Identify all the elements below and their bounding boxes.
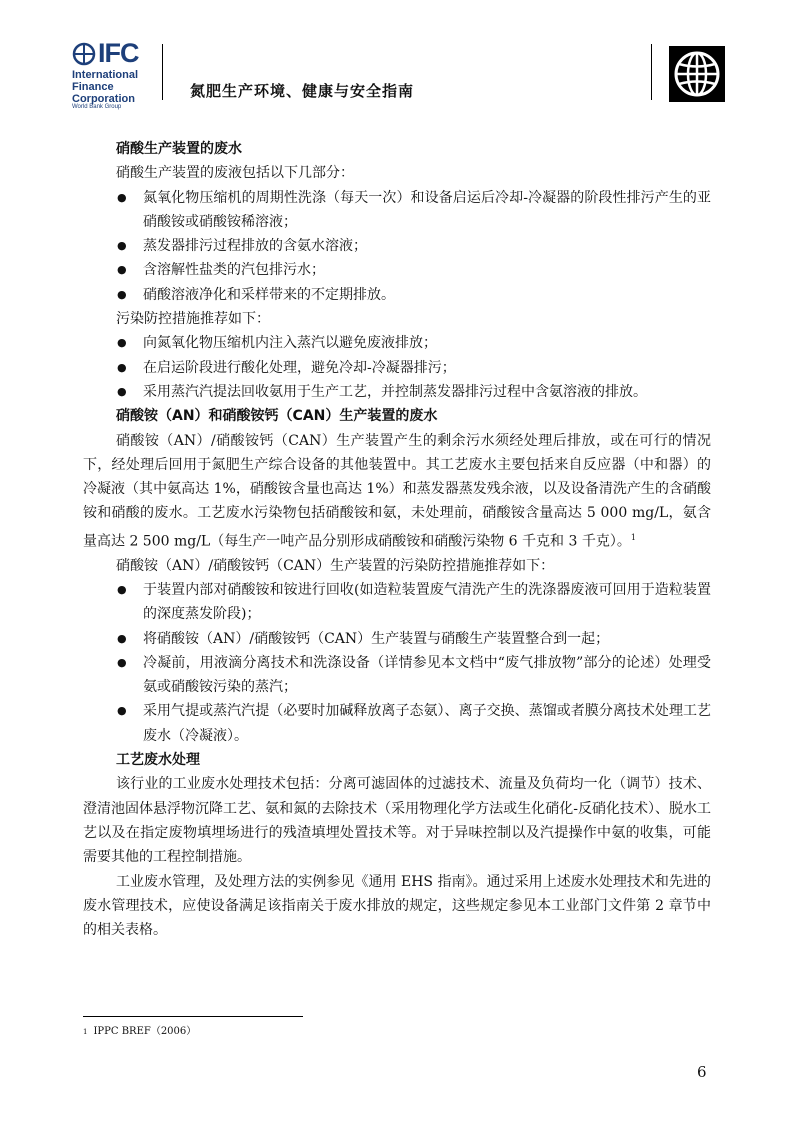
treatment-paragraph-1: 该行业的工业废水处理技术包括：分离可滤固体的过滤技术、流量及负荷均一化（调节）技术、澄清池固体悬浮物沉降工艺、氨和氮的去除技术（采用物理化学方法或生化硝化-反硝化技术）、脱水工艺以及在指定废物填埋场进行的残渣填埋处置技术等。对于异味控制以及汽提操作中氨的收集，可能需要其他的工程控制措施。 <box>83 776 711 866</box>
nitric-measure-3: ● 采用蒸汽汽提法回收氨用于生产工艺，并控制蒸发器排污过程中含氨溶液的排放。 <box>83 380 711 404</box>
main-content <box>83 137 711 942</box>
an-paragraph: 硝酸铵（AN）/硝酸铵钙（CAN）生产装置产生的剩余污水须经处理后排放，或在可行的情况下，经处理后回用于氮肥生产综合设备的其他装置中。其工艺废水主要包括来自反应器（中和器）的冷凝液（其中氨高达 1%，硝酸铵含量也高达 1%）和蒸发器蒸发残余液，以及设备清洗产生的含硝酸铵和硝酸的废水。工艺废水污染物包括硝酸铵和氨，未处理前，硝酸铵含量高达 5 000 mg/L，氨含量高达 2 500 mg/L（每生产一吨产品分别形成硝酸铵和硝酸污染物 6 千克和 3 千克）。$^1$ <box>83 432 711 550</box>
nitric-bullet-1: ● 氮氧化物压缩机的周期性洗涤（每天一次）和设备启运后冷却-冷凝器的阶段性排污产生的亚硝酸铵或硝酸铵稀溶液； <box>83 186 711 235</box>
header-divider-right <box>651 44 652 100</box>
bullet-icon: ● <box>117 287 127 301</box>
footnote <box>83 1025 196 1039</box>
world-bank-globe-icon <box>669 46 725 102</box>
section-heading-nitric: 硝酸生产装置的废水 <box>116 141 242 157</box>
an-measures-intro: 硝酸铵（AN）/硝酸铵钙（CAN）生产装置的污染防控措施推荐如下： <box>116 557 555 574</box>
footnote-text: IPPC BREF（2006） <box>93 1026 197 1037</box>
bullet-icon: ● <box>117 704 127 718</box>
bullet-icon: ● <box>117 336 127 350</box>
nitric-measures-intro: 污染防控措施推荐如下： <box>116 311 270 328</box>
bullet-icon: ● <box>117 384 127 398</box>
nitric-bullet-2: ● 蒸发器排污过程排放的含氨水溶液； <box>83 234 711 258</box>
an-measure-2: ● 将硝酸铵（AN）/硝酸铵钙（CAN）生产装置与硝酸生产装置整合到一起； <box>83 627 711 651</box>
ifc-logo-wordmark: IFC <box>98 38 139 68</box>
an-measure-3: ● 冷凝前，用液滴分离技术和洗涤设备（详情参见本文档中“废气排放物”部分的论述）处理受氨或硝酸铵污染的蒸汽； <box>83 651 711 700</box>
ifc-logo-line-1: International <box>72 69 139 81</box>
ifc-logo-line-2: Finance <box>72 81 114 93</box>
ifc-globe-icon <box>72 42 96 66</box>
bullet-icon: ● <box>117 190 127 204</box>
bullet-icon: ● <box>117 263 127 277</box>
ifc-logo-subtitle: World Bank Group <box>72 104 122 110</box>
bullet-icon: ● <box>117 583 127 596</box>
nitric-intro: 硝酸生产装置的废液包括以下几部分： <box>116 165 354 182</box>
ifc-logo-line-3: Corporation <box>72 93 135 105</box>
an-measure-1: ● 于装置内部对硝酸铵和铵进行回收(如造粒装置废气清洗产生的洗涤器废液可回用于造粒装置的深度蒸发阶段)； <box>83 578 711 627</box>
footnote-rule <box>83 1016 303 1017</box>
footnote-ref: 1 <box>630 532 636 542</box>
page-number: 6 <box>697 1063 707 1081</box>
nitric-bullet-4: ● 硝酸溶液净化和采样带来的不定期排放。 <box>83 283 711 307</box>
bullet-icon: ● <box>117 239 127 253</box>
header-title: 氮肥生产环境、健康与安全指南 <box>190 82 415 100</box>
section-heading-treatment: 工艺废水处理 <box>116 752 200 769</box>
nitric-bullet-3: ● 含溶解性盐类的汽包排污水； <box>83 258 711 282</box>
bullet-icon: ● <box>117 655 127 669</box>
header-divider-left <box>162 44 163 100</box>
ifc-logo <box>72 38 150 110</box>
footnote-number: 1 <box>83 1028 88 1036</box>
nitric-measure-2: ● 在启运阶段进行酸化处理，避免冷却-冷凝器排污； <box>83 356 711 380</box>
nitric-measure-1: ● 向氮氧化物压缩机内注入蒸汽以避免废液排放； <box>83 331 711 355</box>
bullet-icon: ● <box>117 631 127 645</box>
treatment-paragraph-2: 工业废水管理，及处理方法的实例参见《通用 EHS 指南》。通过采用上述废水处理技术和先进的废水管理技术，应使设备满足该指南关于废水排放的规定，这些规定参见本工业部门文件第 2 章节中的相关表格。 <box>83 873 711 939</box>
bullet-icon: ● <box>117 360 127 374</box>
section-heading-an: 硝酸铵（AN）和硝酸铵钙（CAN）生产装置的废水 <box>116 408 438 425</box>
an-measure-4: ● 采用气提或蒸汽汽提（必要时加碱释放离子态氨）、离子交换、蒸馏或者膜分离技术处理工艺废水（冷凝液）。 <box>83 699 711 748</box>
